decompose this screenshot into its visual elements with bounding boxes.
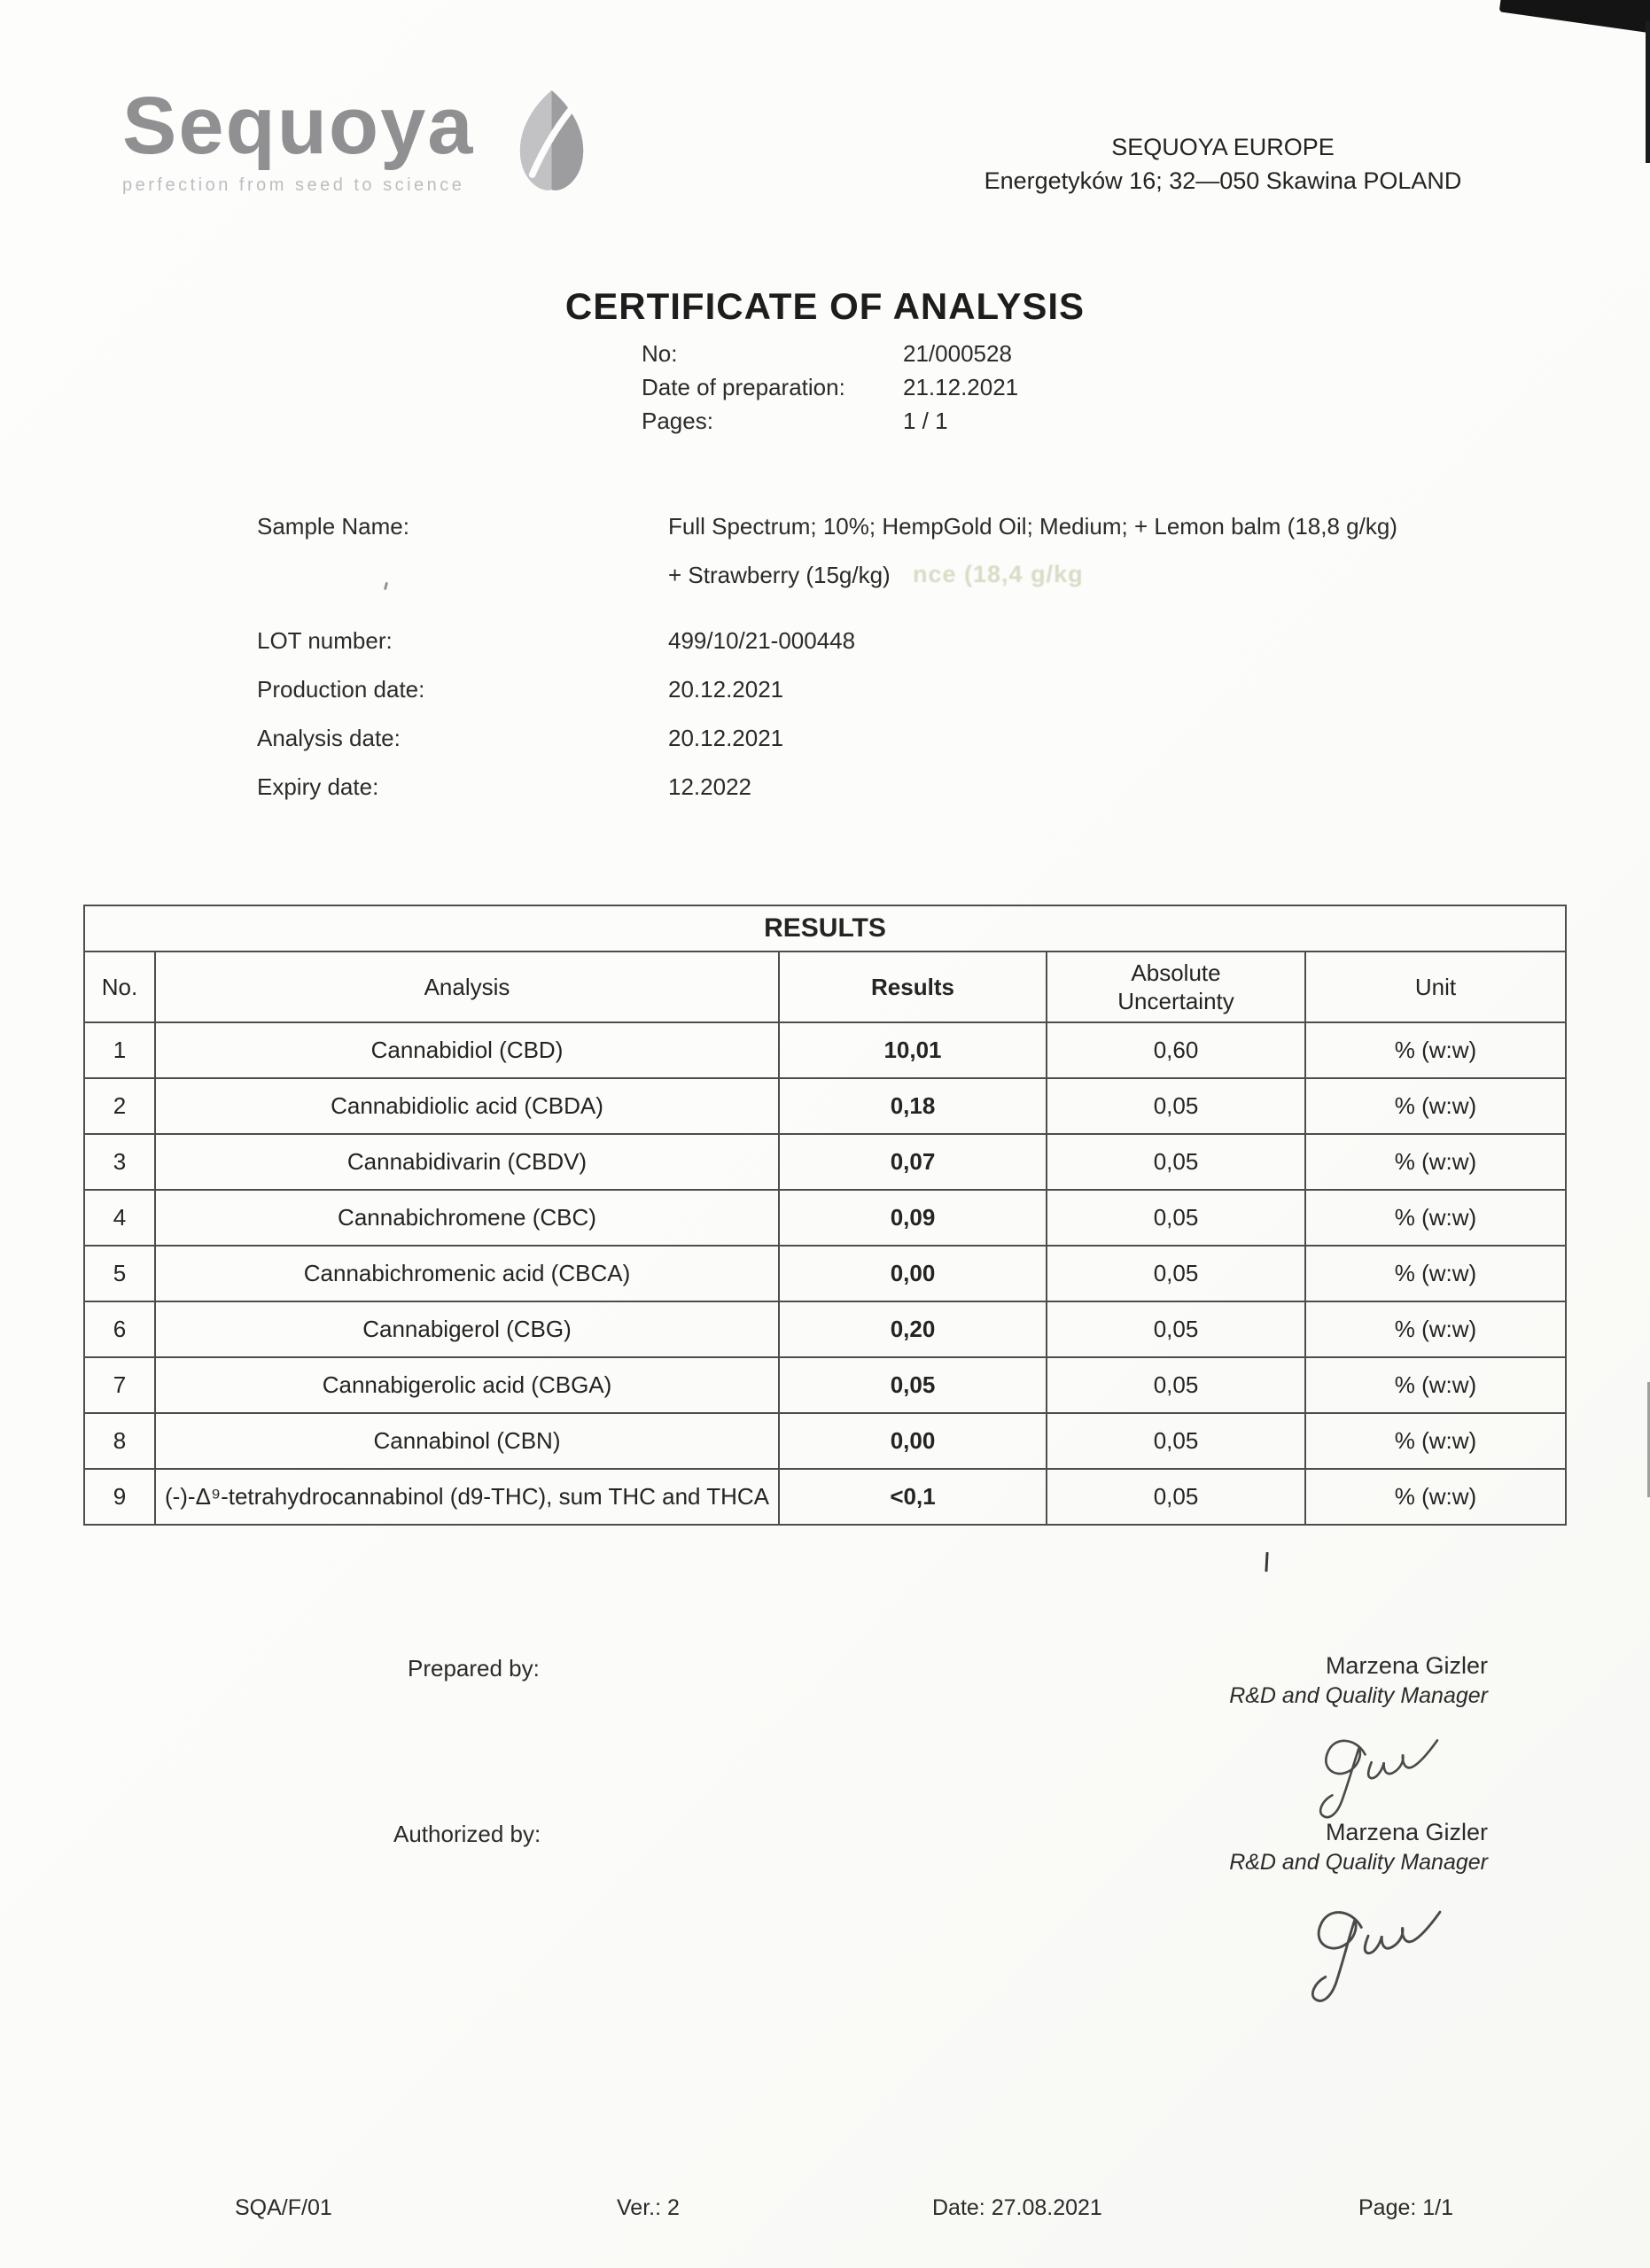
cell-result: 0,09	[779, 1190, 1047, 1246]
cell-result: 0,00	[779, 1413, 1047, 1469]
cell-no: 7	[84, 1357, 155, 1413]
results-table	[83, 905, 1567, 1526]
analysis-date-value: 20.12.2021	[668, 725, 784, 751]
cell-analysis: Cannabidiol (CBD)	[155, 1022, 779, 1078]
analysis-date-label: Analysis date:	[257, 725, 401, 751]
document-meta	[642, 337, 1018, 438]
cell-no: 5	[84, 1246, 155, 1301]
column-header-unit: Unit	[1305, 951, 1566, 1022]
column-header-uncertainty-text: Absolute Uncertainty	[1117, 959, 1234, 1014]
authorized-signatory-block	[1229, 1816, 1488, 1876]
cell-unit: % (w:w)	[1305, 1022, 1566, 1078]
footer-page: Page: 1/1	[1358, 2195, 1454, 2220]
sequoya-logo	[122, 81, 475, 196]
authorized-signature-scribble-icon	[1285, 1891, 1475, 2011]
cell-uncertainty: 0,05	[1047, 1357, 1305, 1413]
cell-uncertainty: 0,60	[1047, 1022, 1305, 1078]
analysis-date-row	[257, 722, 1397, 755]
scan-tick-artifact	[1265, 1552, 1268, 1572]
cell-analysis: Cannabichromene (CBC)	[155, 1190, 779, 1246]
cell-no: 6	[84, 1301, 155, 1357]
table-row	[84, 1357, 1566, 1413]
table-row	[84, 1469, 1566, 1525]
cell-result: 0,18	[779, 1078, 1047, 1134]
cell-no: 3	[84, 1134, 155, 1190]
table-row	[84, 1022, 1566, 1078]
scan-corner-artifact	[1499, 0, 1650, 34]
document-title: CERTIFICATE OF ANALYSIS	[564, 285, 1086, 327]
cell-no: 9	[84, 1469, 155, 1525]
cell-analysis: Cannabinol (CBN)	[155, 1413, 779, 1469]
prepared-signatory-block	[1229, 1650, 1488, 1710]
scan-edge-artifact	[1646, 21, 1650, 163]
cell-result: 0,05	[779, 1357, 1047, 1413]
column-header-uncertainty	[1047, 951, 1305, 1022]
results-table-title: RESULTS	[84, 905, 1566, 951]
prepared-signatory-name: Marzena Gizler	[1325, 1652, 1488, 1679]
table-row	[84, 1078, 1566, 1134]
cell-no: 1	[84, 1022, 155, 1078]
sample-name-label: Sample Name:	[257, 513, 409, 540]
meta-row-date	[642, 370, 1018, 404]
cell-uncertainty: 0,05	[1047, 1134, 1305, 1190]
production-date-row	[257, 673, 1397, 706]
cell-unit: % (w:w)	[1305, 1469, 1566, 1525]
prepared-signatory-role: R&D and Quality Manager	[1229, 1683, 1488, 1708]
cell-uncertainty: 0,05	[1047, 1190, 1305, 1246]
cell-analysis: Cannabigerol (CBG)	[155, 1301, 779, 1357]
prepared-signature-scribble-icon	[1289, 1723, 1475, 1825]
sample-name-value-line2: + Strawberry (15g/kg)	[668, 562, 891, 588]
cell-uncertainty: 0,05	[1047, 1301, 1305, 1357]
authorized-by-label: Authorized by:	[393, 1821, 541, 1847]
sample-info	[257, 510, 1397, 819]
footer-version: Ver.: 2	[617, 2195, 680, 2220]
sequoya-leaf-icon	[510, 84, 594, 199]
cell-no: 4	[84, 1190, 155, 1246]
sample-name-row	[257, 510, 1397, 543]
results-header-row	[84, 951, 1566, 1022]
page-bleedthrough-text: nce (18,4 g/kg	[913, 561, 1084, 587]
cell-analysis: Cannabichromenic acid (CBCA)	[155, 1246, 779, 1301]
cell-unit: % (w:w)	[1305, 1413, 1566, 1469]
authorized-signatory-name: Marzena Gizler	[1325, 1819, 1488, 1845]
meta-value: 21.12.2021	[903, 374, 1019, 400]
production-date-label: Production date:	[257, 676, 425, 703]
cell-uncertainty: 0,05	[1047, 1246, 1305, 1301]
cell-unit: % (w:w)	[1305, 1357, 1566, 1413]
results-title-row	[84, 905, 1566, 951]
cell-analysis: Cannabidivarin (CBDV)	[155, 1134, 779, 1190]
meta-value: 21/000528	[903, 340, 1012, 367]
meta-label: Pages:	[642, 408, 713, 434]
column-header-analysis: Analysis	[155, 951, 779, 1022]
lot-number-row	[257, 625, 1397, 657]
expiry-date-value: 12.2022	[668, 773, 751, 800]
lot-number-label: LOT number:	[257, 627, 393, 654]
cell-unit: % (w:w)	[1305, 1190, 1566, 1246]
table-row	[84, 1413, 1566, 1469]
cell-uncertainty: 0,05	[1047, 1413, 1305, 1469]
cell-no: 8	[84, 1413, 155, 1469]
cell-unit: % (w:w)	[1305, 1246, 1566, 1301]
sequoya-logo-text: Sequoya	[122, 81, 475, 171]
cell-no: 2	[84, 1078, 155, 1134]
cell-result: <0,1	[779, 1469, 1047, 1525]
meta-label: No:	[642, 340, 678, 367]
table-row	[84, 1190, 1566, 1246]
expiry-date-row	[257, 771, 1397, 804]
table-row	[84, 1246, 1566, 1301]
cell-uncertainty: 0,05	[1047, 1469, 1305, 1525]
cell-unit: % (w:w)	[1305, 1301, 1566, 1357]
cell-analysis: Cannabigerolic acid (CBGA)	[155, 1357, 779, 1413]
lot-number-value: 499/10/21-000448	[668, 627, 856, 654]
prepared-by-label: Prepared by:	[408, 1655, 540, 1682]
meta-value: 1 / 1	[903, 408, 948, 434]
company-name: SEQUOYA EUROPE	[1111, 134, 1335, 160]
column-header-results: Results	[779, 951, 1047, 1022]
meta-row-pages	[642, 404, 1018, 438]
footer-doc-code: SQA/F/01	[235, 2195, 332, 2220]
cell-analysis: (-)-Δ⁹-tetrahydrocannabinol (d9-THC), sum THC and THCA	[155, 1469, 779, 1525]
cell-result: 0,00	[779, 1246, 1047, 1301]
meta-row-no	[642, 337, 1018, 370]
column-header-no: No.	[84, 951, 155, 1022]
sample-name-value: Full Spectrum; 10%; HempGold Oil; Medium; + Lemon balm (18,8 g/kg)	[668, 513, 1397, 540]
cell-unit: % (w:w)	[1305, 1078, 1566, 1134]
sequoya-logo-tagline: perfection from seed to science	[122, 175, 465, 195]
cell-uncertainty: 0,05	[1047, 1078, 1305, 1134]
cell-result: 10,01	[779, 1022, 1047, 1078]
footer-date: Date: 27.08.2021	[932, 2195, 1102, 2220]
table-row	[84, 1134, 1566, 1190]
cell-analysis: Cannabidiolic acid (CBDA)	[155, 1078, 779, 1134]
expiry-date-label: Expiry date:	[257, 773, 379, 800]
cell-result: 0,07	[779, 1134, 1047, 1190]
company-address: Energetyków 16; 32—050 Skawina POLAND	[984, 167, 1462, 194]
meta-label: Date of preparation:	[642, 374, 845, 400]
cell-result: 0,20	[779, 1301, 1047, 1357]
production-date-value: 20.12.2021	[668, 676, 784, 703]
company-address-block	[922, 130, 1524, 198]
cell-unit: % (w:w)	[1305, 1134, 1566, 1190]
authorized-signatory-role: R&D and Quality Manager	[1229, 1850, 1488, 1875]
table-row	[84, 1301, 1566, 1357]
